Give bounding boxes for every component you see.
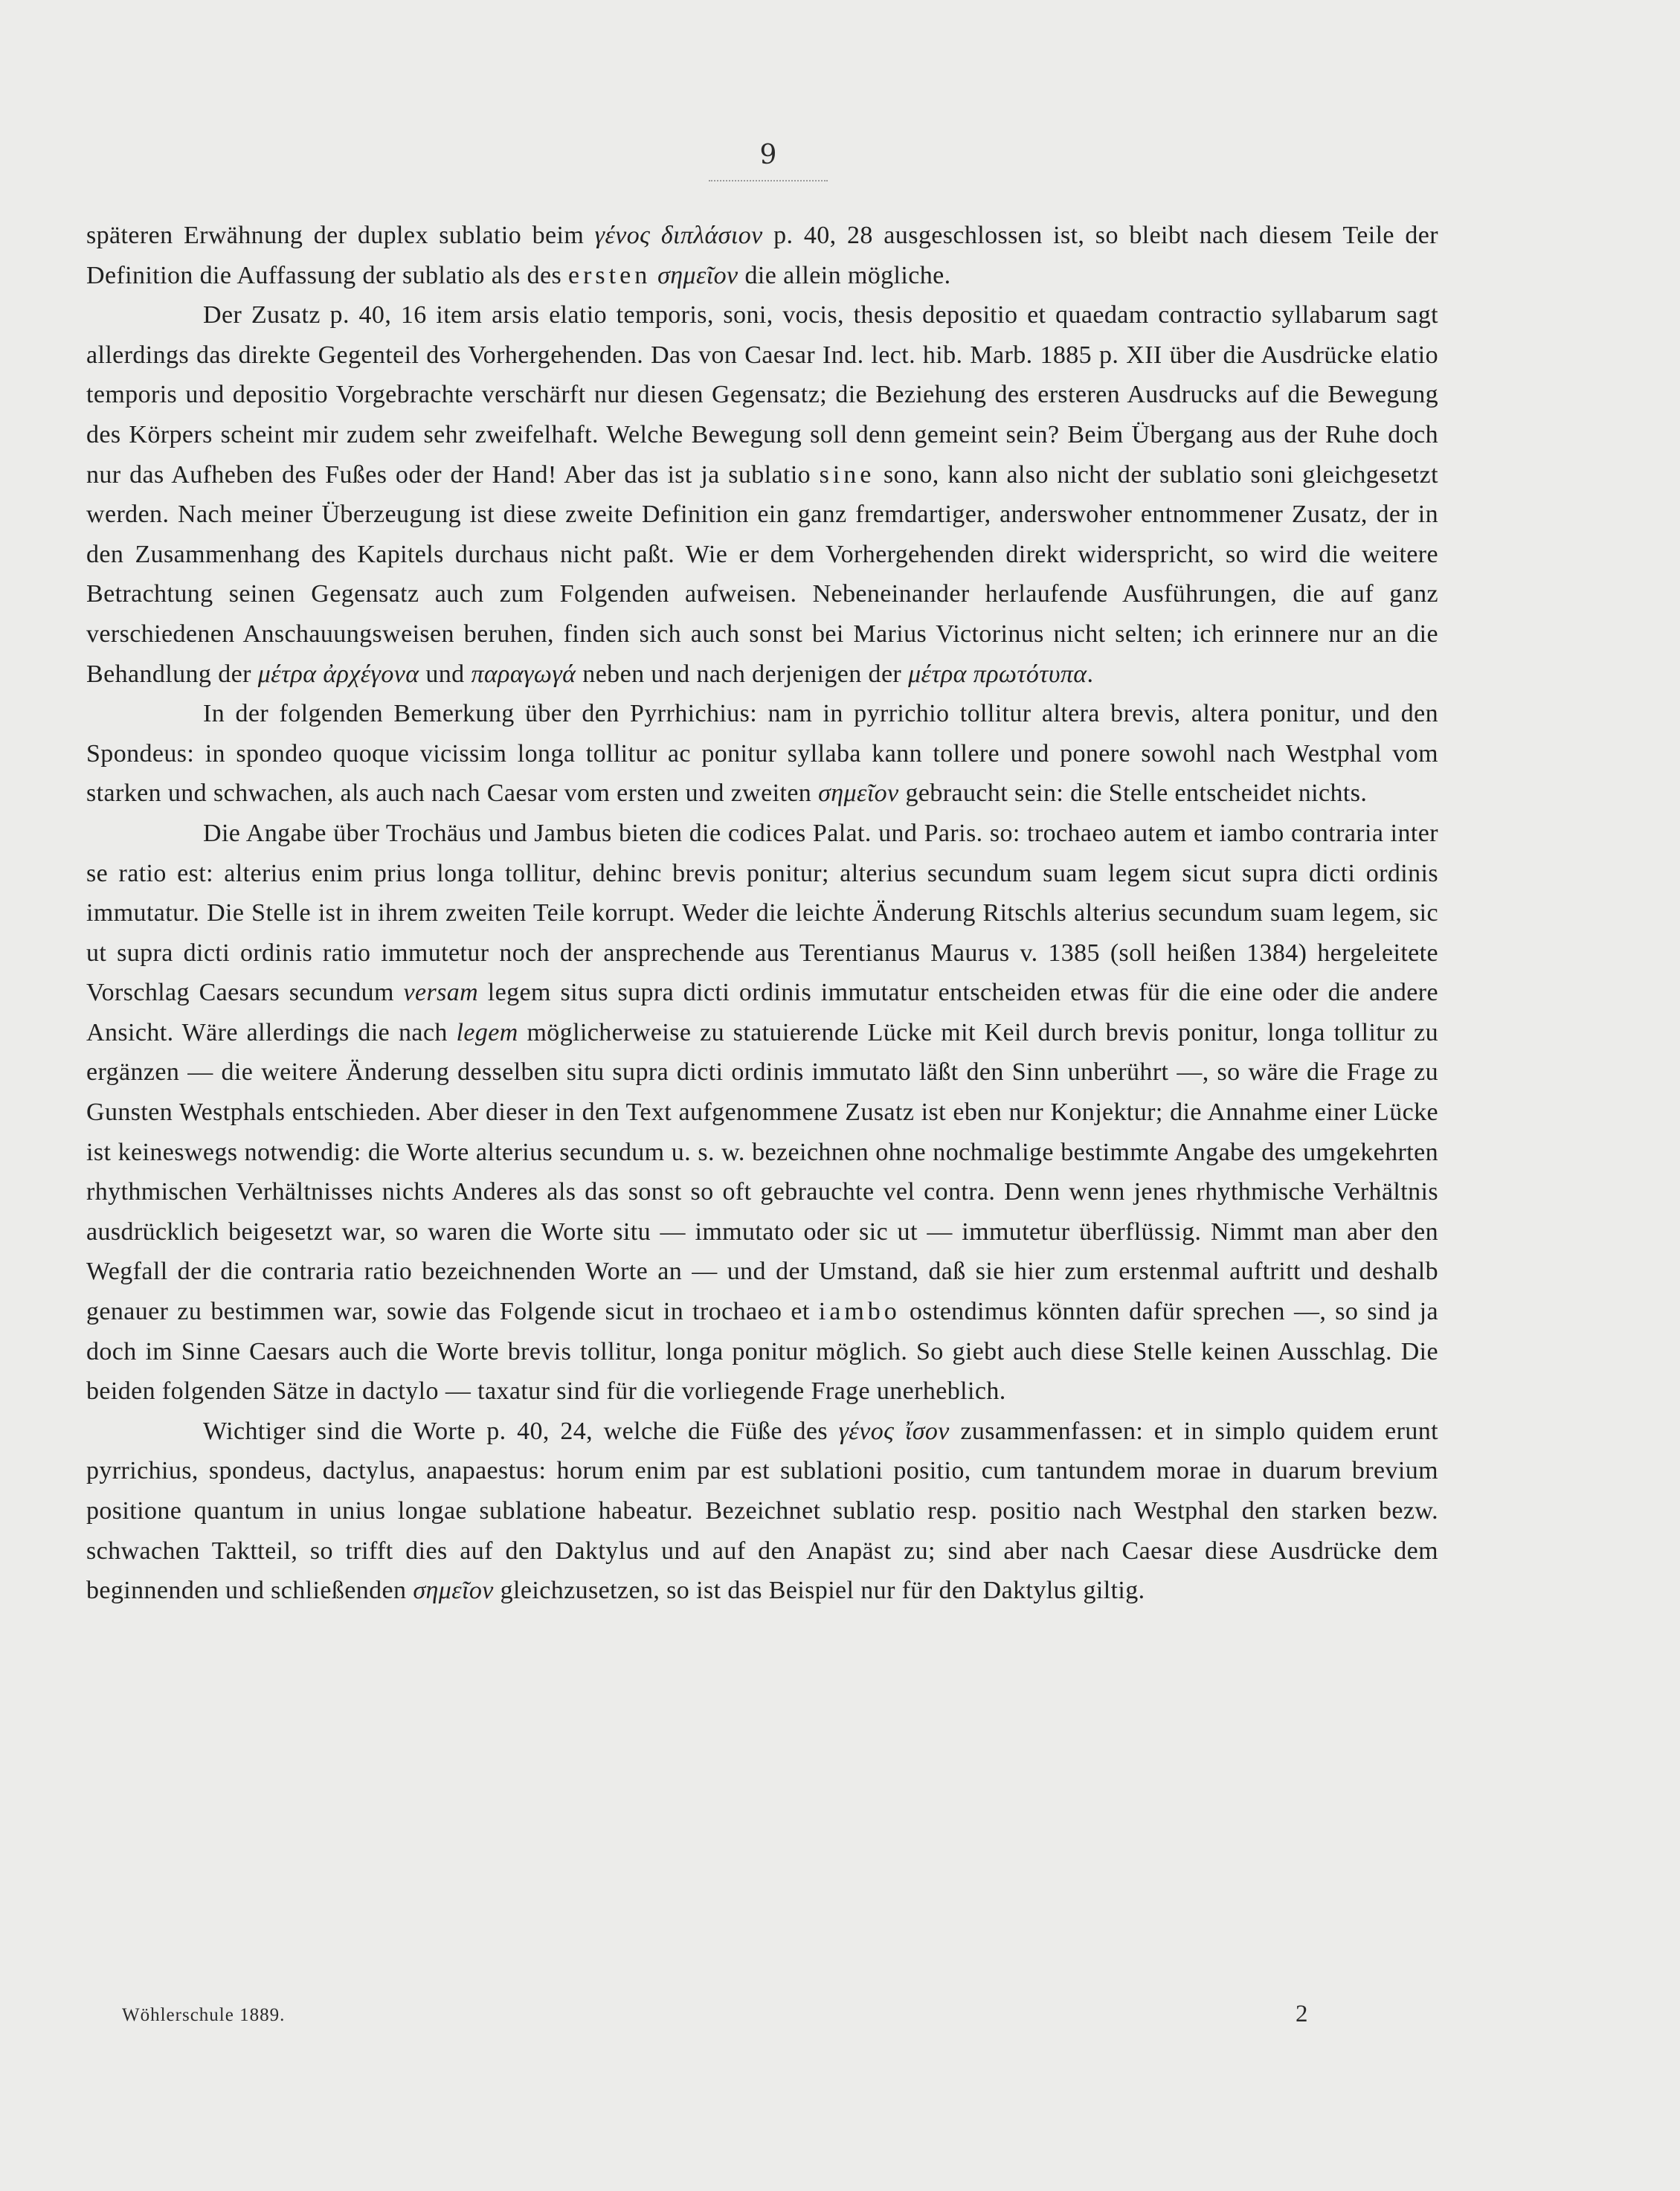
printer-signature: Wöhlerschule 1889.	[122, 2005, 286, 2025]
text-run: Die Angabe über Trochäus und Jambus bieten die codices Palat. und Paris. so: trochaeo autem et iambo contraria inter se ratio est: alterius enim prius longa tollitur, dehinc brevis ponitur; alterius secundum suam legem sicut supra dicti ordinis immutatur. Die Stelle ist in ihrem zweiten Teile korrupt. Weder die leichte Änderung Ritschls alterius secundum suam legem, sic ut supra dicti ordinis ratio immutetur noch der ansprechende aus Terentianus Maurus v. 1385 (soll heißen 1384) hergeleitete Vorschlag Caesars secundum	[86, 819, 1438, 1007]
text-run: .	[1087, 660, 1094, 688]
body-text	[86, 216, 1438, 1611]
text-run: neben und nach derjenigen der	[576, 660, 909, 688]
page-number: 9	[759, 140, 777, 170]
text-run: die allein mögliche.	[738, 261, 951, 289]
text-run: Der Zusatz p. 40, 16 item arsis elatio temporis, soni, vocis, thesis depositio et quaedam contractio syllabarum sagt allerdings das direkte Gegenteil des Vorhergehenden. Das von Caesar Ind. lect. hib. Marb. 1885 p. XII über die Ausdrücke elatio temporis und depositio Vorgebrachte verschärft nur diesen Gegensatz; die Beziehung des ersteren Ausdrucks auf die Bewegung des Körpers scheint mir zudem sehr zweifelhaft. Welche Bewegung soll denn gemeint sein? Beim Übergang aus der Ruhe doch nur das Aufheben des Fußes oder der Hand! Aber das ist ja sublatio	[86, 301, 1438, 489]
paragraph-4	[86, 814, 1438, 1412]
paragraph-5	[86, 1412, 1438, 1611]
greek-term: σημεῖον	[657, 261, 738, 289]
greek-term: γένος διπλάσιον	[594, 222, 763, 249]
text-run: In der folgenden Bemerkung über den Pyrrhichius: nam in pyrrichio tollitur altera brevis, altera ponitur, und den Spondeus: in spondeo quoque vicissim longa tollitur ac ponitur syllaba kann tollere und ponere sowohl nach Westphal vom starken und schwachen, als auch nach Caesar vom ersten und zweiten	[86, 700, 1438, 808]
text-run: gebraucht sein: die Stelle entscheidet nichts.	[898, 779, 1368, 808]
paragraph-3	[86, 694, 1438, 814]
text-run: p. 40, 28 ausgeschlossen ist, so bleibt nach diesem Teile der Definition die Auffassung der sublatio als des	[86, 222, 1439, 289]
paragraph-2	[86, 295, 1438, 694]
spaced-emphasis: iambo	[818, 1298, 901, 1326]
italic-term: versam	[403, 979, 479, 1007]
text-run: gleichzusetzen, so ist das Beispiel nur für den Daktylus giltig.	[493, 1577, 1145, 1605]
greek-term: μέτρα πρωτότυπα	[908, 660, 1087, 688]
text-run: legem situs supra dicti ordinis immutatur entscheiden etwas für die eine oder die andere Ansicht. Wäre allerdings die nach	[86, 979, 1439, 1046]
text-run: möglicherweise zu statuierende Lücke mit Keil durch brevis ponitur, longa tollitur zu ergänzen — die weitere Änderung desselben situ supra dicti ordinis immutato läßt den Sinn unberührt —, so wäre die Frage zu Gunsten Westphals entschieden. Aber dieser in den Text aufgenommene Zusatz ist eben nur Konjektur; die Annahme einer Lücke ist keineswegs notwendig: die Worte alterius secundum u. s. w. bezeichnen ohne nochmalige bestimmte Angabe des umgekehrten rhythmischen Verhältnisses nichts Anderes als das sonst so oft gebrauchte vel contra. Denn wenn jenes rhythmische Verhältnis ausdrücklich beigesetzt war, so waren die Worte situ — immutato oder sic ut — immutetur überflüssig. Nimmt man aber den Wegfall der die contraria ratio bezeichnenden Worte an — und der Umstand, daß sie hier zum erstenmal auftritt und deshalb genauer zu bestimmen war, sowie das Folgende sicut in trochaeo et	[86, 1018, 1438, 1326]
greek-term: παραγωγά	[471, 660, 576, 688]
sheet-number: 2	[1296, 2001, 1308, 2027]
spaced-emphasis: ersten	[568, 261, 651, 289]
italic-term: legem	[456, 1018, 518, 1046]
greek-term: μέτρα ἀρχέγονα	[257, 660, 419, 688]
text-run: Wichtiger sind die Worte p. 40, 24, welche die Füße des	[203, 1417, 839, 1445]
text-run: späteren Erwähnung der duplex sublatio beim	[86, 222, 595, 249]
text-run: zusammenfassen: et in simplo quidem erunt pyrrichius, spondeus, dactylus, anapaestus: horum enim par est sublationi positio, cum tantundem morae in duarum brevium positione quantum in unius longae sublatione habeatur. Bezeichnet sublatio resp. positio nach Westphal den starken bezw. schwachen Taktteil, so trifft dies auf den Daktylus und auf den Anapäst zu; sind aber nach Caesar diese Ausdrücke dem beginnenden und schließenden	[86, 1417, 1438, 1605]
spaced-emphasis: sine	[819, 460, 875, 489]
paragraph-1	[86, 216, 1438, 295]
text-run: ostendimus könnten dafür sprechen —, so sind ja doch im Sinne Caesars auch die Worte brevis tollitur, longa ponitur möglich. So giebt auch diese Stelle keinen Ausschlag. Die beiden folgenden Sätze in dactylo — taxatur sind für die vorliegende Frage unerheblich.	[86, 1298, 1438, 1406]
text-run: sono, kann also nicht der sublatio soni gleichgesetzt werden. Nach meiner Überzeugung ist diese zweite Definition ein ganz fremdartiger, anderswoher entnommener Zusatz, der in den Zusammenhang des Kapitels durchaus nicht paßt. Wie er dem Vorhergehenden direkt widerspricht, so wird die weitere Betrachtung seinen Gegensatz auch zum Folgenden aufweisen. Nebeneinander herlaufende Ausführungen, die auf ganz verschiedenen Anschauungsweisen beruhen, finden sich auch sonst bei Marius Victorinus nicht selten; ich erinnere nur an die Behandlung der	[86, 460, 1438, 688]
greek-term: σημεῖον	[413, 1577, 494, 1605]
header-rule	[709, 180, 828, 181]
text-run: und	[419, 660, 472, 688]
greek-term: σημεῖον	[818, 779, 899, 808]
greek-term: γένος ἴσον	[838, 1417, 950, 1445]
text-run	[651, 262, 657, 289]
